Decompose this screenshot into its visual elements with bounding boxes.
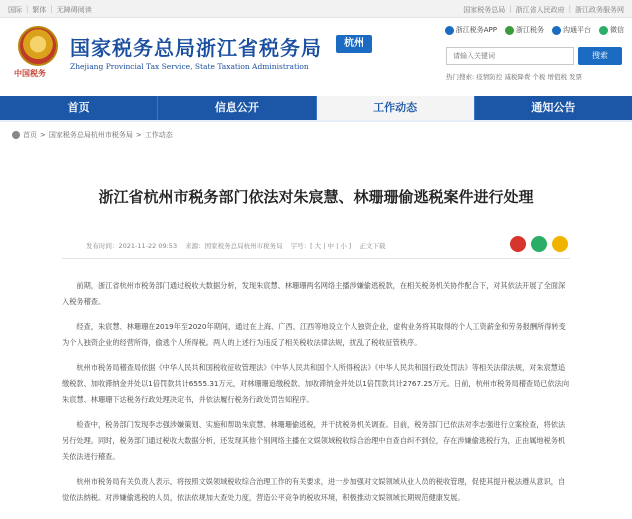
home-icon [12, 131, 20, 139]
article-meta [86, 241, 385, 250]
nav-info-disclosure[interactable]: 信息公开 [158, 96, 316, 120]
article-paragraph: 经查，朱宸慧、林珊珊在2019年至2020年期间，通过在上海、广西、江西等地设立个人独资企业，虚构业务将其取得的个人工资薪金和劳务报酬所得转变为个人独资企业的经营所得，偷逃个人所得税。两人的上述行为违反了相关税收法律法规，扰乱了税收征管秩序。 [62, 322, 566, 347]
wechat-icon [505, 26, 514, 35]
link-accessibility[interactable]: 无障碍阅读 [56, 6, 92, 14]
breadcrumb-bureau[interactable]: 国家税务总局杭州市税务局 [48, 131, 133, 139]
link-zj-gov[interactable]: 浙江省人民政府 [515, 6, 565, 14]
app-icon [445, 26, 454, 35]
search-button[interactable]: 搜索 [578, 47, 622, 65]
main-nav [0, 96, 632, 120]
divider [62, 258, 570, 259]
breadcrumb-separator: > [135, 131, 142, 139]
app-link-label: 沟通平台 [563, 26, 591, 34]
download-link[interactable]: 正文下载 [359, 242, 386, 250]
qzone-share-icon[interactable] [552, 236, 568, 252]
app-link-label: 浙江税务 [516, 26, 544, 34]
separator: | [568, 5, 571, 13]
article-paragraph: 前期，浙江省杭州市税务部门通过税收大数据分析，发现朱宸慧、林珊珊两名网络主播涉嫌偷逃税款，在相关税务机关协作配合下，对其依法开展了全面深入税务稽查。 [62, 281, 566, 306]
share-buttons [510, 236, 568, 252]
breadcrumb-home[interactable]: 首页 [23, 131, 37, 139]
separator: | [509, 5, 512, 13]
app-link-label: 浙江税务APP [455, 26, 497, 34]
hot-search-keywords[interactable]: 热门搜索: 疫情防控 减税降费 个税 增值税 发票 [446, 73, 583, 81]
wechat-icon [599, 26, 608, 35]
article-paragraph: 杭州市税务局稽查局依据《中华人民共和国税收征收管理法》《中华人民共和国个人所得税法》《中华人民共和国行政处罚法》等相关法律法规，对朱宸慧追缴税款、加收滞纳金并处以1倍罚款共计6555.31万元，对林珊珊追缴税款、加收滞纳金并处以1倍罚款共计2767.25万元。日前，杭州市税务局稽查局已依法向朱宸慧、林珊珊下达税务行政处理决定书，并依法履行税务行政处罚告知程序。 [62, 363, 570, 404]
separator: | [50, 5, 53, 13]
article-paragraph: 杭州市税务局有关负责人表示，将按照文娱领域税收综合治理工作的有关要求，进一步加强对文娱领域从业人员的税收管理，促使其提升税法遵从意识，自觉依法纳税。对涉嫌偷逃税的人员，依法依规加大查处力度，营造公平竞争的税收环境，积极推动文娱领域长期规范健康发展。 [62, 477, 566, 502]
app-link-label: 微信 [610, 26, 624, 34]
weibo-share-icon[interactable] [510, 236, 526, 252]
nav-notices[interactable]: 通知公告 [531, 101, 576, 114]
nav-underline [0, 120, 632, 122]
article-source: 来源：国家税务总局杭州市税务局 [185, 242, 283, 250]
app-link-zjtax-app[interactable] [445, 25, 497, 35]
city-badge[interactable]: 杭州 [336, 35, 372, 53]
breadcrumb [12, 130, 173, 140]
nav-work-news[interactable]: 工作动态 [317, 96, 475, 120]
link-zj-service[interactable]: 浙江政务服务网 [575, 6, 624, 14]
search-box [446, 47, 622, 65]
wechat-share-icon[interactable] [531, 236, 547, 252]
site-title[interactable]: 国家税务总局浙江省税务局 [70, 36, 322, 60]
top-utility-bar [0, 0, 632, 18]
chat-icon [552, 26, 561, 35]
app-links [445, 25, 624, 35]
font-size-control[interactable]: 字号：[ 大 | 中 | 小 ] [290, 242, 352, 250]
article-paragraph: 检查中，税务部门发现李志强涉嫌策划、实施和帮助朱宸慧、林珊珊偷逃税，并干扰税务机关调查。目前，税务部门已依法对李志强进行立案检查，将依法另行处理。同时，税务部门通过税收大数据分析，还发现其他个别网络主播在文娱领域税收综合治理中自查自纠不到位，存在涉嫌偷逃税行为，正由属地税务机关依法进行稽查。 [62, 420, 566, 461]
link-traditional[interactable]: 繁体 [32, 6, 47, 14]
tax-emblem-icon [18, 26, 58, 66]
breadcrumb-separator: > [40, 131, 46, 139]
breadcrumb-current[interactable]: 工作动态 [144, 131, 173, 139]
app-link-platform[interactable] [552, 25, 591, 35]
site-header [0, 18, 632, 96]
site-subtitle: Zhejiang Provincial Tax Service, State Taxation Administration [70, 62, 309, 71]
separator: | [26, 5, 29, 13]
link-international[interactable]: 国际 [8, 6, 22, 14]
link-sta[interactable]: 国家税务总局 [463, 6, 506, 14]
emblem-caption: 中国税务 [14, 68, 46, 78]
nav-home[interactable]: 首页 [0, 96, 158, 120]
app-link-zjtax-wechat[interactable] [505, 25, 544, 35]
article-body [62, 278, 572, 515]
app-link-weixin[interactable] [599, 25, 624, 35]
article-title: 浙江省杭州市税务部门依法对朱宸慧、林珊珊偷逃税案件进行处理 [98, 188, 534, 206]
article-date: 发布时间：2021-11-22 09:53 [86, 242, 178, 250]
search-input[interactable] [446, 47, 574, 65]
